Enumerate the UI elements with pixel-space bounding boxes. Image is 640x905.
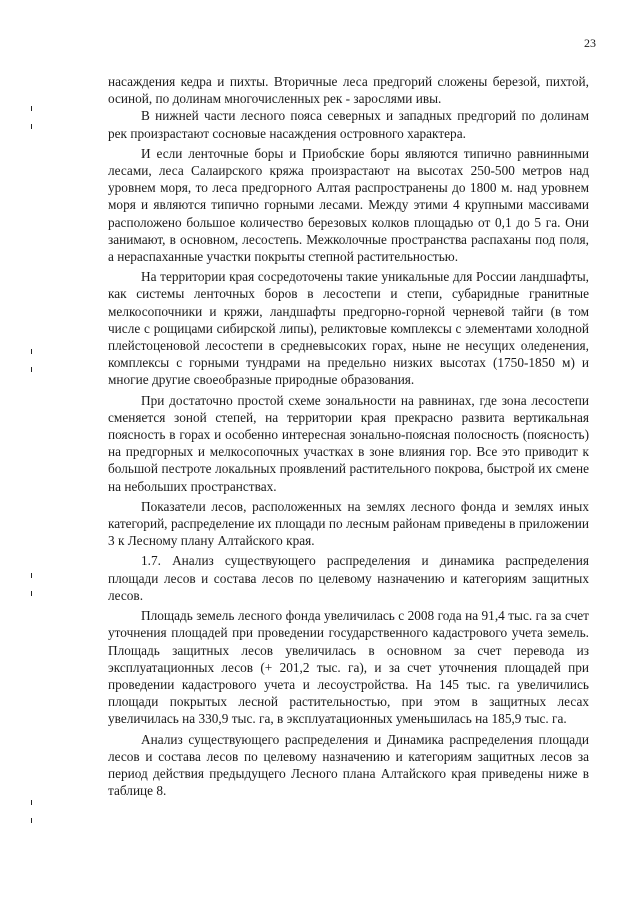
paragraph: На территории края сосредоточены такие уникальные для России ландшафты, как системы ленточных боров в лесостепи и степи, субаридные гранитные мелкосопочники и кряжи, ландшафты предгорно-горной черневой тайги (в том числе с рощицами сибирской липы), реликтовые комплексы с элементами холодной плейстоценовой лесостепи в средневысоких горах, ныне не несущих оледенения, комплексы с горными тундрами на предельно низких высотах (1750-1850 м) и многие другие своеобразные природные образования. xyxy=(108,269,589,388)
paragraph: Площадь земель лесного фонда увеличилась с 2008 года на 91,4 тыс. га за счет уточнения площадей при проведении государственного кадастрового учета земель. Площадь защитных лесов увеличилась в основном за счет перевода из эксплуатационных лесов (+ 201,2 тыс. га), и за счет уточнения площадей при проведении кадастрового учета и лесоустройства. На 145 тыс. га увеличились площади покрытых лесной растительностью, при этом в защитных лесах увеличилась на 330,9 тыс. га, в эксплуатационных уменьшилась на 185,9 тыс. га. xyxy=(108,608,589,727)
page-number: 23 xyxy=(584,36,596,50)
paragraph: насаждения кедра и пихты. Вторичные леса предгорий сложены березой, пихтой, осиной, по долинам многочисленных рек - зарослями ивы. xyxy=(108,74,589,107)
margin-mark xyxy=(31,367,32,372)
margin-mark xyxy=(31,818,32,823)
paragraph: Анализ существующего распределения и Динамика распределения площади лесов и состава лесов по целевому назначению и категориям защитных лесов за период действия предыдущего Лесного плана Алтайского края приведены ниже в таблице 8. xyxy=(108,731,589,799)
margin-mark xyxy=(31,573,32,578)
margin-mark xyxy=(31,800,32,805)
paragraph: При достаточно простой схеме зональности на равнинах, где зона лесостепи сменяется зоной степей, на территории края прекрасно развита вертикальная поясность в горах и особенно интересная зонально-поясная полосность (поясность) на предгорных и мелкосопочных участках в зоне влияния гор. Все это приводит к большой пестроте локальных проявлений растительного покрова, быстрой их смене на небольших пространствах. xyxy=(108,392,589,494)
paragraph: В нижней части лесного пояса северных и западных предгорий по долинам рек произрастают сосновые насаждения островного характера. xyxy=(108,108,589,141)
margin-mark xyxy=(31,124,32,129)
margin-mark xyxy=(31,591,32,596)
margin-mark xyxy=(31,349,32,354)
margin-mark xyxy=(31,106,32,111)
body-text xyxy=(108,73,589,799)
section-heading: 1.7. Анализ существующего распределения и динамика распределения площади лесов и состава лесов по целевому назначению и категориям защитных лесов. xyxy=(108,553,589,603)
paragraph: И если ленточные боры и Приобские боры являются типично равнинными лесами, леса Салаирского кряжа произрастают на высотах 250-500 метров над уровнем моря, то леса предгорного Алтая распространены до 1800 м. над уровнем моря и являются типично горными лесами. Между этими 4 крупными массивами расположено большое количество березовых колков площадью от 0,1 до 5 га. Они занимают, в основном, лесостепь. Межколочные пространства распаханы под поля, а нераспаханные участки покрыты степной растительностью. xyxy=(108,145,589,265)
paragraph: Показатели лесов, расположенных на землях лесного фонда и землях иных категорий, распределение их площади по лесным районам приведены в приложении 3 к Лесному плану Алтайского края. xyxy=(108,498,589,549)
